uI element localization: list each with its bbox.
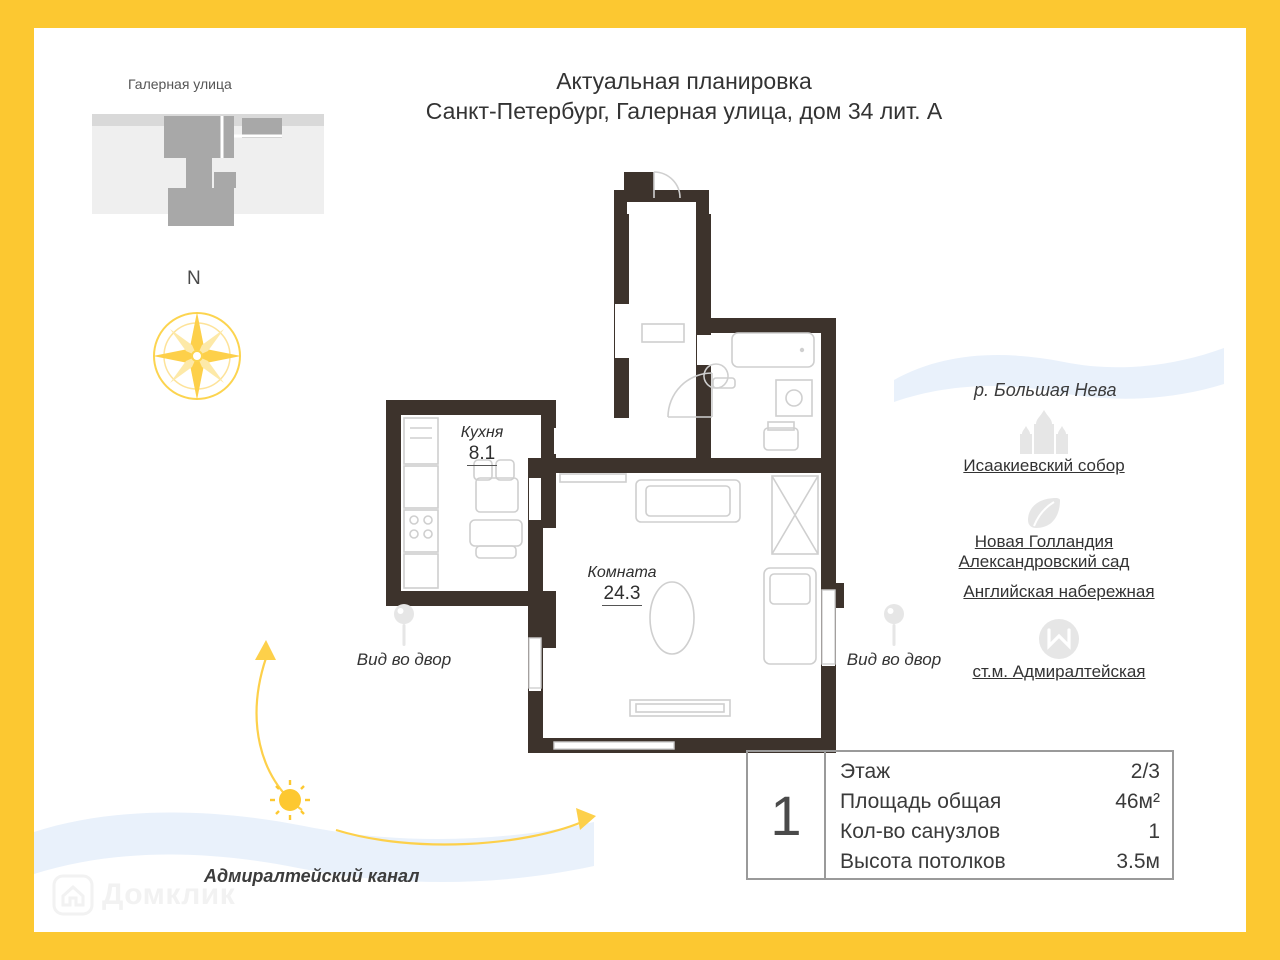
yard-view-left-label: Вид во двор: [356, 650, 452, 669]
room-name: Кухня: [460, 424, 504, 441]
neva-label: р. Большая Нева: [974, 380, 1117, 400]
compass: [132, 268, 262, 408]
row-value: 46м²: [1115, 790, 1160, 813]
compass-north-label: N: [187, 268, 201, 289]
minimap[interactable]: [64, 76, 334, 256]
cathedral-icon: [1014, 410, 1074, 456]
room-label-kitchen: [412, 424, 552, 466]
poi-label: Английская набережная: [963, 582, 1155, 601]
title-line-2: Санкт-Петербург, Галерная улица, дом 34 лит. А: [425, 98, 943, 124]
poi-isaac-cathedral[interactable]: [894, 410, 1194, 476]
rooms-count-badge: 1: [748, 752, 826, 878]
room-area: 24.3: [603, 583, 641, 604]
poi-metro-admiralteyskaya[interactable]: [894, 616, 1224, 682]
metro-icon: [1031, 616, 1087, 662]
admiralty-canal-label: Адмиралтейский канал: [204, 866, 420, 886]
watermark-text: Домклик: [102, 878, 236, 911]
table-row: [840, 817, 1160, 847]
poi-new-holland[interactable]: [894, 494, 1194, 572]
info-rows: [826, 752, 1172, 878]
row-label: Площадь общая: [840, 790, 1002, 813]
room-name: Комната: [587, 564, 657, 581]
yard-view-left: [304, 602, 504, 670]
house-logo-icon: [52, 874, 94, 916]
poi-label: Исаакиевский собор: [963, 456, 1125, 475]
room-area: 8.1: [468, 443, 496, 464]
poi-label: Новая Голландия: [974, 532, 1114, 551]
row-value: 3.5м: [1116, 850, 1160, 873]
row-value: 1: [1148, 820, 1160, 843]
leaf-icon: [1022, 494, 1066, 532]
table-row: [840, 757, 1160, 787]
page-title: [334, 66, 1034, 126]
minimap-outline: [64, 76, 334, 256]
row-label: Кол-во санузлов: [840, 820, 1001, 843]
poi-label: Александровский сад: [958, 552, 1130, 571]
plan-stage: [34, 28, 1246, 932]
row-label: Высота потолков: [840, 850, 1006, 873]
poi-english-embankment[interactable]: [894, 582, 1224, 602]
plan-card: [34, 28, 1246, 932]
pin-icon: [389, 602, 419, 650]
row-value: 2/3: [1130, 760, 1160, 783]
yard-view-right-label: Вид во двор: [846, 650, 942, 669]
info-table: [746, 750, 1174, 880]
sun-icon: [270, 780, 310, 820]
table-row: [840, 787, 1160, 817]
poi-label: ст.м. Адмиралтейская: [972, 662, 1146, 681]
minimap-street-label: Галерная улица: [128, 76, 232, 92]
water-neva: [894, 328, 1224, 418]
row-label: Этаж: [840, 760, 891, 783]
title-line-1: Актуальная планировка: [556, 68, 812, 94]
watermark: [52, 874, 235, 916]
table-row: [840, 847, 1160, 877]
